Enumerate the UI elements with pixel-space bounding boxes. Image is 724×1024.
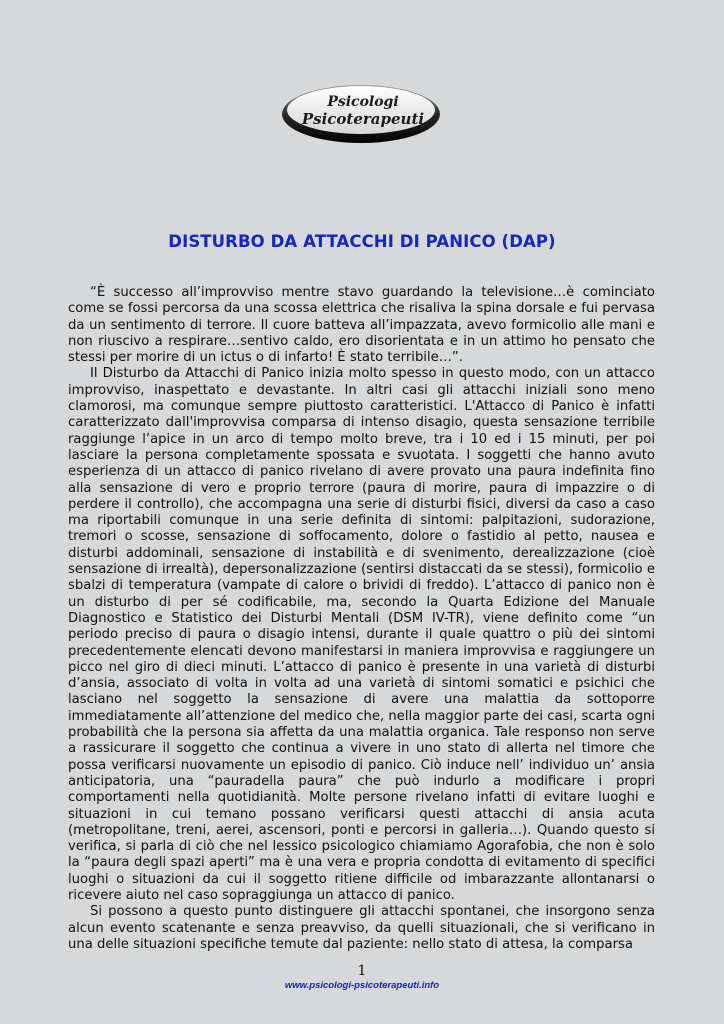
footer-link[interactable]: www.psicologi-psicoterapeuti.info bbox=[284, 980, 440, 991]
document-title: DISTURBO DA ATTACCHI DI PANICO (DAP) bbox=[168, 232, 556, 251]
page-number: 1 bbox=[357, 963, 367, 979]
logo-line2: Psicoterapeuti bbox=[301, 110, 425, 128]
paragraph: “È successo all’improvviso mentre stavo guardando la televisione…è cominciato come se fossi percorsa da una scossa elettrica che risaliva la spina dorsale e fui pervasa da un sentimento di terrore. Il cuore batteva all’impazzata, avevo formicolio alle mani e non riuscivo a respirare…sentivo caldo, ero disorientata e in un attimo ho pensato che stessi per morire di un ictus o di infarto! È stato terribile…”. bbox=[68, 285, 655, 366]
site-logo bbox=[281, 80, 441, 144]
logo-graphic bbox=[281, 80, 441, 144]
paragraph: Il Disturbo da Attacchi di Panico inizia molto spesso in questo modo, con un attacco improvviso, inaspettato e devastante. In altri casi gli attacchi iniziali sono meno clamorosi, ma comunque sempre piuttosto caratteristici. L'Attacco di Panico è infatti caratterizzato dall'improvvisa comparsa di intenso disagio, questa sensazione terribile raggiunge l’apice in un arco di tempo molto breve, tra i 10 ed i 15 minuti, per poi lasciare la persona completamente spossata e svuotata. I soggetti che hanno avuto esperienza di un attacco di panico rivelano di avere provato una paura indefinita fino alla sensazione di vero e proprio terrore (paura di morire, paura di impazzire o di perdere il controllo), che accompagna una serie di disturbi fisici, diversi da caso a caso ma riportabili comunque in una serie definita di sintomi: palpitazioni, sudorazione, tremori o scosse, sensazione di soffocamento, dolore o fastidio al petto, nausea e disturbi addominali, sensazione di instabilità e di svenimento, derealizzazione (cioè sensazione di irrealtà), depersonalizzazione (sentirsi distaccati da se stessi), formicolio e sbalzi di temperatura (vampate di calore o brividi di freddo). L’attacco di panico non è un disturbo di per sé codificabile, ma, secondo la Quarta Edizione del Manuale Diagnostico e Statistico dei Disturbi Mentali (DSM IV-TR), viene definito come “un periodo preciso di paura o disagio intensi, durante il quale quattro o più dei sintomi precedentemente elencati devono manifestarsi in maniera improvvisa e raggiungere un picco nel giro di dieci minuti. L’attacco di panico è presente in una varietà di disturbi d’ansia, associato di volta in volta ad una varietà di sintomi somatici e psichici che lasciano nel soggetto la sensazione di avere una malattia da sottoporre immediatamente all’attenzione del medico che, nella maggior parte dei casi, scarta ogni probabilità che la persona sia affetta da una malattia organica. Tale responso non serve a rassicurare il soggetto che continua a vivere in uno stato di allerta nel timore che possa verificarsi nuovamente un episodio di panico. Ciò induce nell’ individuo un’ ansia anticipatoria, una “pauradella paura” che può indurlo a modificare i propri comportamenti nella quotidianità. Molte persone rivelano infatti di evitare luoghi e situazioni in cui temano possano verificarsi questi attacchi di ansia acuta (metropolitane, treni, aerei, ascensori, ponti e percorsi in galleria…). Quando questo si verifica, si parla di ciò che nel lessico psicologico chiamiamo Agorafobia, che non è solo la “paura degli spazi aperti” ma è una vera e propria condotta di evitamento di specifici luoghi o situazioni da cui il soggetto ritiene difficile od imbarazzante allontanarsi o ricevere aiuto nel caso sopraggiunga un attacco di panico. bbox=[68, 366, 655, 903]
logo-line1: Psicologi bbox=[327, 94, 399, 110]
paragraph: Si possono a questo punto distinguere gli attacchi spontanei, che insorgono senza alcun evento scatenante e senza preavviso, da quelli situazionali, che si verificano in una delle situazioni specifiche temute dal paziente: nello stato di attesa, la comparsa bbox=[68, 904, 655, 952]
document-body bbox=[68, 285, 655, 953]
